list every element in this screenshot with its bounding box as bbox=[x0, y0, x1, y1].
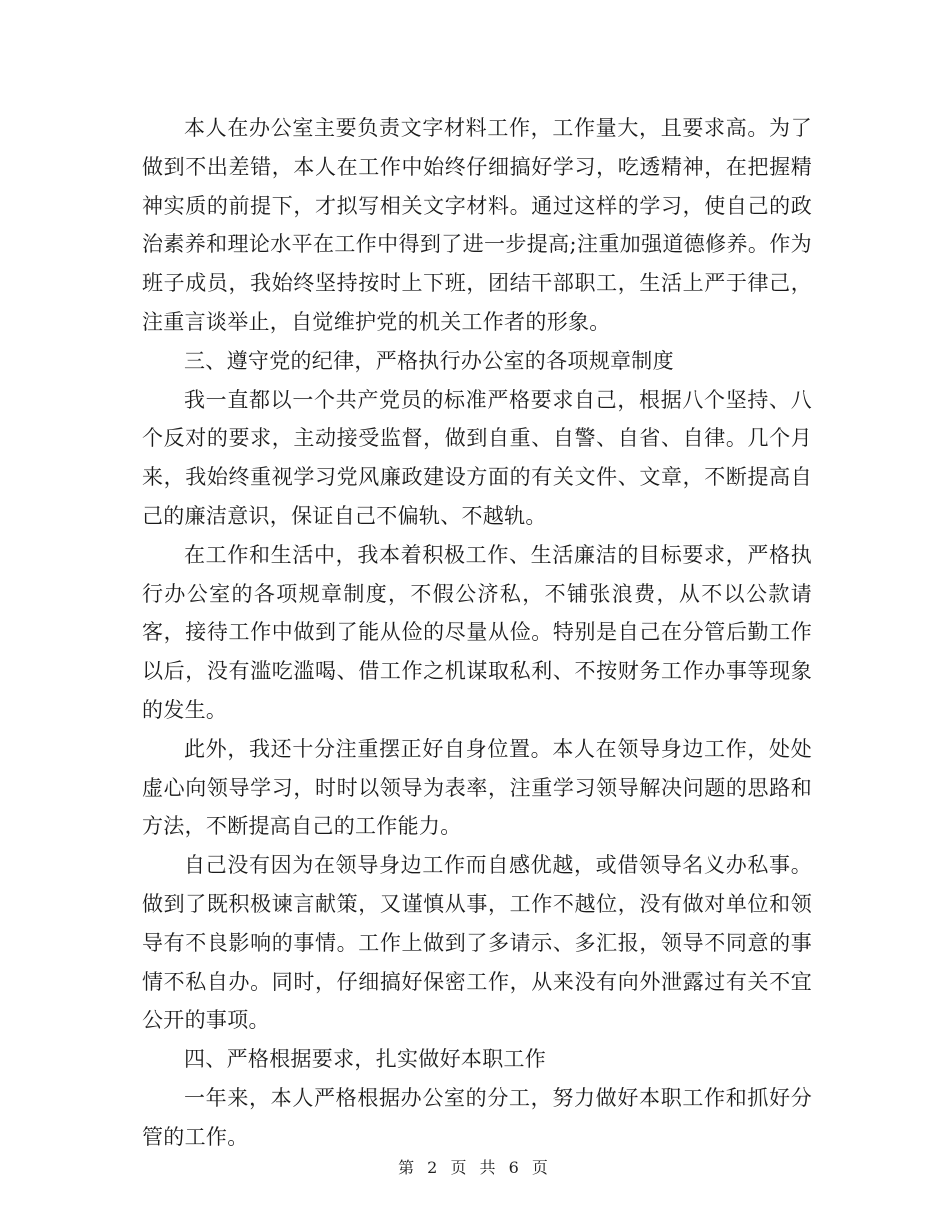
paragraph-self-discipline: 我一直都以一个共产党员的标准严格要求自己，根据八个坚持、八个反对的要求，主动接受监督，做到自重、自警、自省、自律。几个月来，我始终重视学习党风廉政建设方面的有关文件、文章，不断提高自己的廉洁意识，保证自己不偏轨、不越轨。 bbox=[142, 387, 812, 528]
paragraph-position: 此外，我还十分注重摆正好自身位置。本人在领导身边工作，处处虚心向领导学习，时时以领导为表率，注重学习领导解决问题的思路和方法，不断提高自己的工作能力。 bbox=[142, 736, 812, 839]
document-body bbox=[142, 109, 812, 1157]
paragraph-conduct: 自己没有因为在领导身边工作而自感优越，或借领导名义办私事。做到了既积极谏言献策，又谨慎从事，工作不越位，没有做对单位和领导有不良影响的事情。工作上做到了多请示、多汇报，领导不同意的事情不私自办。同时，仔细搞好保密工作，从来没有向外泄露过有关不宜公开的事项。 bbox=[142, 853, 812, 1033]
section-heading-4: 四、严格根据要求，扎实做好本职工作 bbox=[184, 1047, 547, 1072]
paragraph-responsibilities: 本人在办公室主要负责文字材料工作，工作量大，且要求高。为了做到不出差错，本人在工作中始终仔细搞好学习，吃透精神，在把握精神实质的前提下，才拟写相关文字材料。通过这样的学习，使自己的政治素养和理论水平在工作中得到了进一步提高;注重加强道德修养。作为班子成员，我始终坚持按时上下班，团结干部职工，生活上严于律己，注重言谈举止，自觉维护党的机关工作者的形象。 bbox=[142, 116, 812, 334]
paragraph-integrity: 在工作和生活中，我本着积极工作、生活廉洁的目标要求，严格执行办公室的各项规章制度，不假公济私，不铺张浪费，从不以公款请客，接待工作中做到了能从俭的尽量从俭。特别是自己在分管后勤工作以后，没有滥吃滥喝、借工作之机谋取私利、不按财务工作办事等现象的发生。 bbox=[142, 542, 812, 722]
section-heading-3: 三、遵守党的纪律，严格执行办公室的各项规章制度 bbox=[184, 348, 674, 373]
paragraph-duties: 一年来，本人严格根据办公室的分工，努力做好本职工作和抓好分管的工作。 bbox=[142, 1085, 812, 1149]
page-number-footer: 第 2 页 共 6 页 bbox=[398, 1158, 552, 1177]
